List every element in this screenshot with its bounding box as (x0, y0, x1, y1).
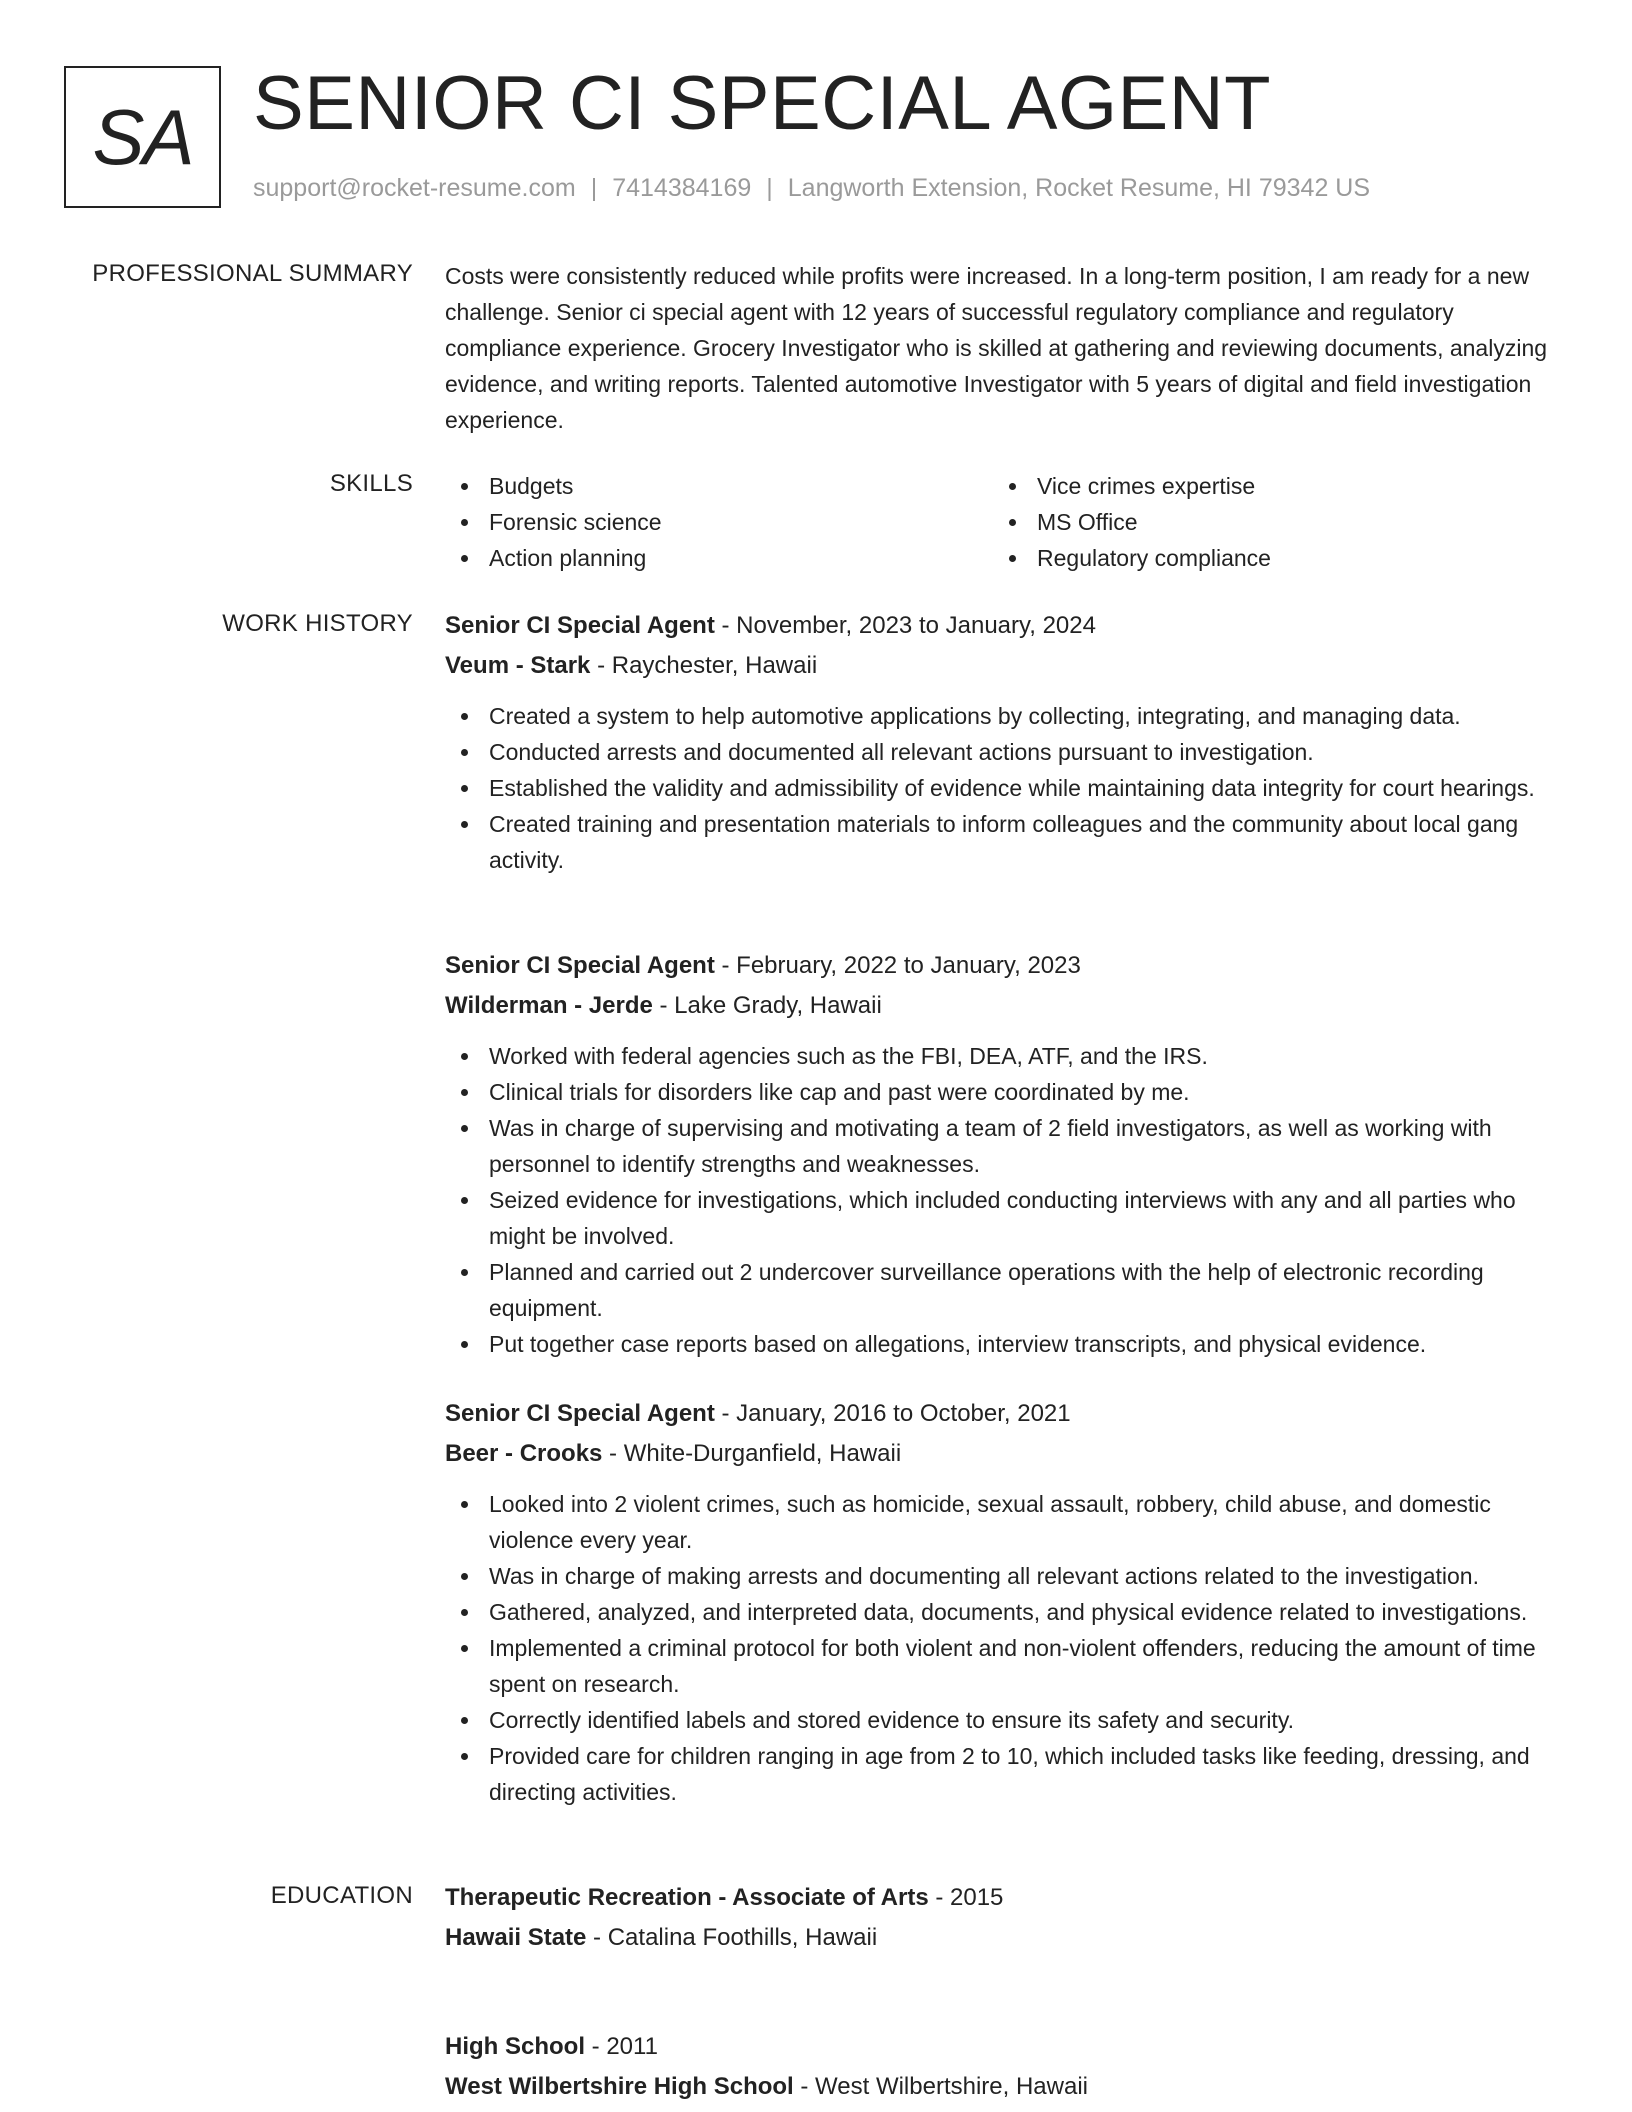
job-title-line (445, 948, 1563, 984)
summary-heading: PROFESSIONAL SUMMARY (92, 260, 413, 287)
education-degree-line (445, 2029, 1563, 2065)
job-title: Senior CI Special Agent (445, 1400, 715, 1427)
job-bullet: Gathered, analyzed, and interpreted data, documents, and physical evidence related to investigations. (445, 1594, 1563, 1630)
job-bullet: Provided care for children ranging in age from 2 to 10, which included tasks like feeding, dressing, and directing activities. (445, 1738, 1563, 1810)
job-entry (445, 948, 1563, 1362)
education-school: West Wilbertshire High School (445, 2073, 794, 2100)
job-bullet: Was in charge of making arrests and documenting all relevant actions related to the investigation. (445, 1558, 1563, 1594)
skill-item: Action planning (445, 540, 993, 576)
job-company: Beer - Crooks (445, 1440, 603, 1467)
education-location: - West Wilbertshire, Hawaii (793, 2073, 1088, 2100)
skills-heading: SKILLS (329, 470, 413, 497)
skill-item: Regulatory compliance (993, 540, 1541, 576)
job-bullet: Conducted arrests and documented all relevant actions pursuant to investigation. (445, 734, 1563, 770)
job-location: - Raychester, Hawaii (590, 652, 818, 679)
summary-text: Costs were consistently reduced while profits were increased. In a long-term position, I am ready for a new challenge. Senior ci special agent with 12 years of successful regulatory compliance and regulatory compliance experience. Grocery Investigator who is skilled at gathering and reviewing documents, analyzing evidence, and writing reports. Talented automotive Investigator with 5 years of digital and field investigation experience. (445, 263, 1548, 433)
education-school-line (445, 1920, 1563, 1956)
education-year: - 2015 (928, 1884, 1004, 1911)
job-bullet: Implemented a criminal protocol for both violent and non-violent offenders, reducing the amount of time spent on research. (445, 1630, 1563, 1702)
job-bullet: Established the validity and admissibility of evidence while maintaining data integrity for court hearings. (445, 770, 1563, 806)
job-bullets (445, 698, 1563, 878)
education-year: - 2011 (585, 2033, 658, 2060)
job-title-line (445, 608, 1563, 644)
job-dates: - January, 2016 to October, 2021 (714, 1400, 1071, 1427)
monogram-badge (64, 66, 221, 208)
contact-phone[interactable]: 7414384169 (612, 174, 752, 202)
education-location: - Catalina Foothills, Hawaii (586, 1924, 878, 1951)
skill-item: Forensic science (445, 504, 993, 540)
job-title: Senior CI Special Agent (445, 952, 715, 979)
job-bullet: Seized evidence for investigations, which included conducting interviews with any and all parties who might be involved. (445, 1182, 1563, 1254)
job-location: - Lake Grady, Hawaii (652, 992, 882, 1019)
education-school: Hawaii State (445, 1924, 587, 1951)
job-company-line (445, 1436, 1563, 1472)
job-title: Senior CI Special Agent (445, 612, 715, 639)
job-bullet: Created a system to help automotive applications by collecting, integrating, and managing data. (445, 698, 1563, 734)
education-degree: Therapeutic Recreation - Associate of Arts (445, 1884, 929, 1911)
resume-header (64, 61, 1564, 208)
job-dates: - November, 2023 to January, 2024 (714, 612, 1096, 639)
education-degree: High School (445, 2033, 585, 2060)
job-bullets (445, 1486, 1563, 1810)
job-bullet: Clinical trials for disorders like cap and past were coordinated by me. (445, 1074, 1563, 1110)
job-bullet: Planned and carried out 2 undercover surveillance operations with the help of electronic recording equipment. (445, 1254, 1563, 1326)
education-heading: EDUCATION (270, 1882, 413, 1909)
skill-item: Vice crimes expertise (993, 468, 1541, 504)
job-bullet: Put together case reports based on allegations, interview transcripts, and physical evidence. (445, 1326, 1563, 1362)
job-entry (445, 608, 1563, 878)
job-company: Veum - Stark (445, 652, 591, 679)
skill-item: Budgets (445, 468, 993, 504)
job-entry (445, 1396, 1563, 1810)
skills-list (445, 468, 1563, 576)
education-entry (445, 1880, 1563, 1956)
monogram-initials: SA (92, 92, 193, 181)
job-bullet: Was in charge of supervising and motivating a team of 2 field investigators, as well as working with personnel to identify strengths and weaknesses. (445, 1110, 1563, 1182)
education-degree-line (445, 1880, 1563, 1916)
contact-separator: | (590, 174, 598, 202)
job-dates: - February, 2022 to January, 2023 (714, 952, 1081, 979)
job-location: - White-Durganfield, Hawaii (602, 1440, 902, 1467)
job-bullet: Correctly identified labels and stored evidence to ensure its safety and security. (445, 1702, 1563, 1738)
contact-line (253, 174, 1370, 203)
contact-address: Langworth Extension, Rocket Resume, HI 79342 US (787, 174, 1371, 202)
job-bullet: Worked with federal agencies such as the FBI, DEA, ATF, and the IRS. (445, 1038, 1563, 1074)
work-history-heading: WORK HISTORY (222, 610, 413, 637)
contact-email[interactable]: support@rocket-resume.com (253, 174, 576, 202)
job-company: Wilderman - Jerde (445, 992, 653, 1019)
job-company-line (445, 648, 1563, 684)
job-bullet: Created training and presentation materials to inform colleagues and the community about local gang activity. (445, 806, 1563, 878)
skill-item: MS Office (993, 504, 1541, 540)
education-school-line (445, 2069, 1563, 2105)
job-company-line (445, 988, 1563, 1024)
job-title-line (445, 1396, 1563, 1432)
education-entry (445, 2029, 1563, 2105)
job-bullet: Looked into 2 violent crimes, such as homicide, sexual assault, robbery, child abuse, and domestic violence every year. (445, 1486, 1563, 1558)
contact-separator: | (766, 174, 773, 202)
resume-title: SENIOR CI SPECIAL AGENT (253, 61, 1272, 146)
job-bullets (445, 1038, 1563, 1362)
